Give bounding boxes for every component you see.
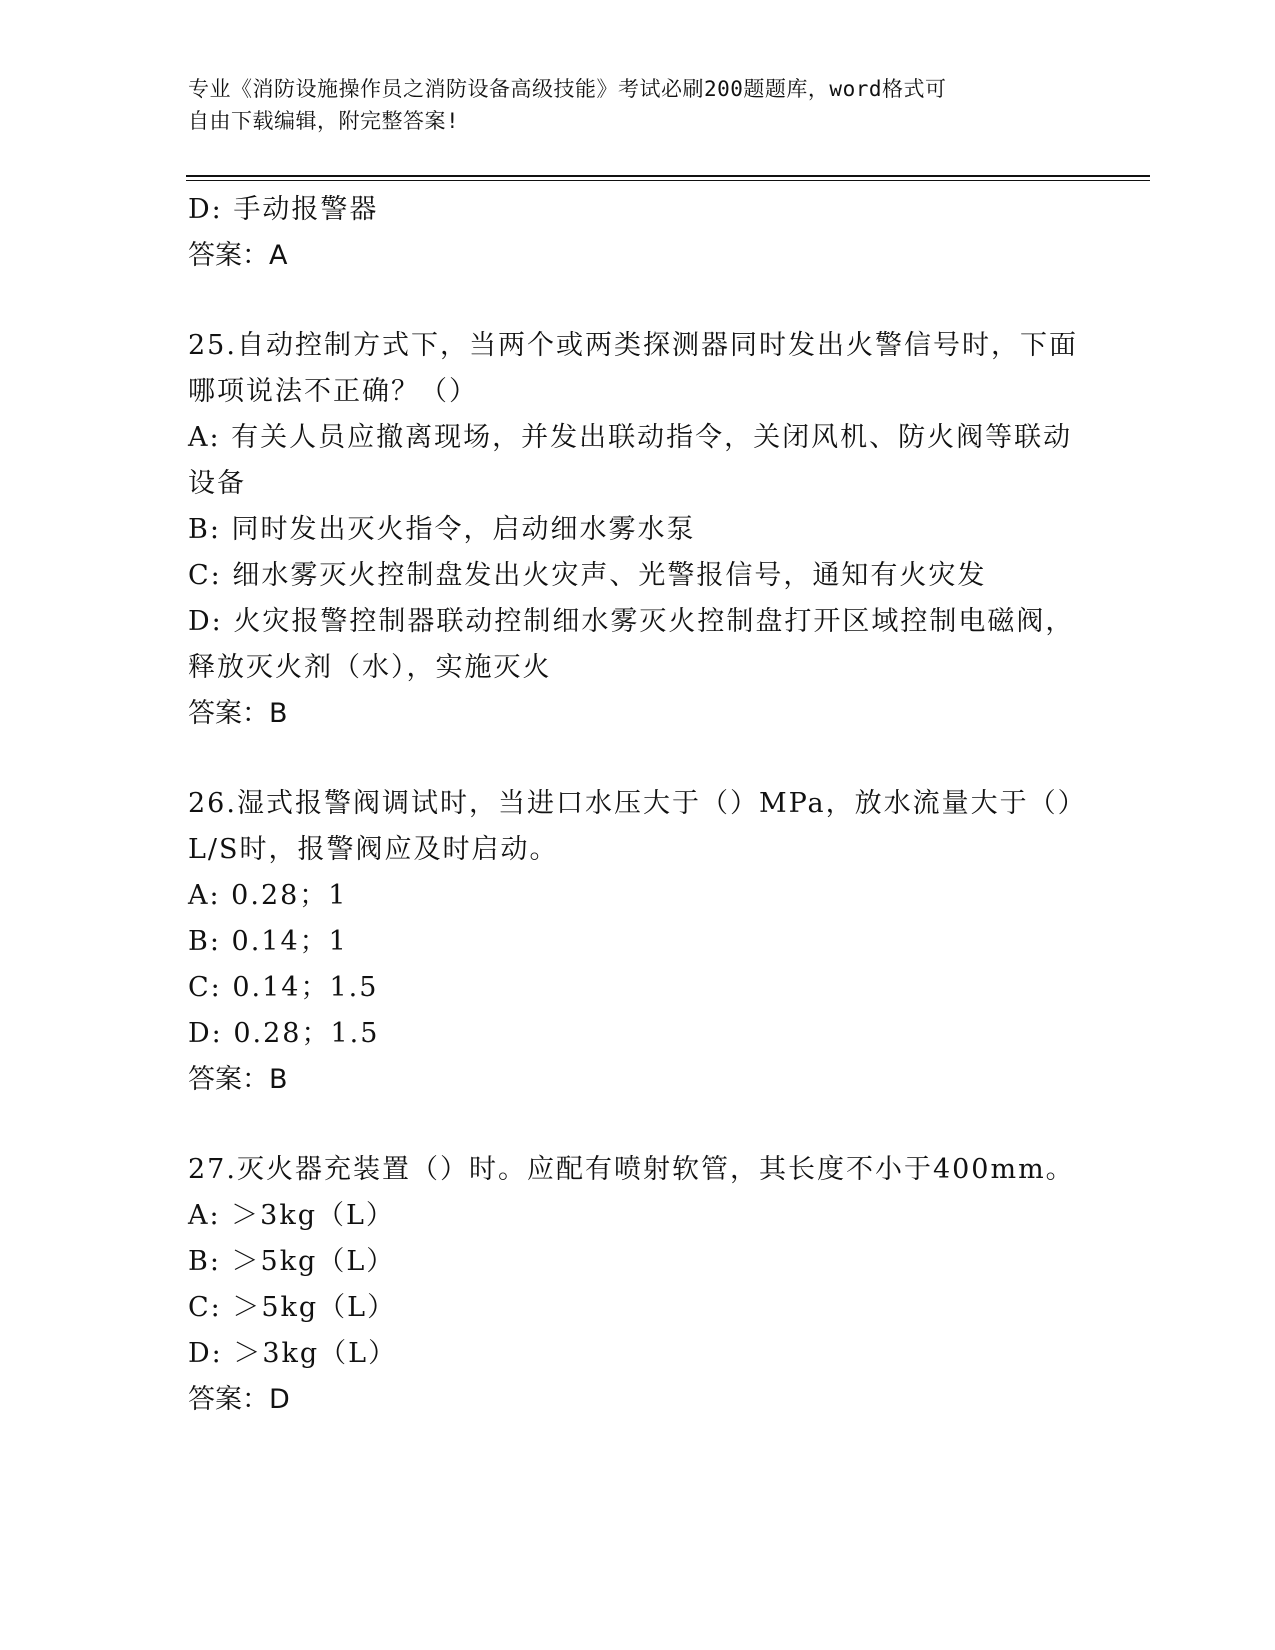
previous-question-tail — [188, 187, 1088, 279]
header-line-1: 专业《消防设施操作员之消防设备高级技能》考试必刷200题题库，word格式可 — [188, 77, 947, 101]
header-rule-thin — [186, 180, 1150, 181]
option-c: C: ＞5kg（L） — [188, 1292, 397, 1323]
document-header — [188, 73, 1088, 137]
answer-line: 答案：D — [188, 1384, 290, 1415]
option-b: B: 0.14；1 — [188, 926, 348, 957]
option-d: D: 火灾报警控制器联动控制细水雾灭火控制盘打开区域控制电磁阀， — [188, 606, 1075, 637]
spacer — [188, 279, 1088, 323]
option-d-continued: 释放灭火剂（水），实施灭火 — [188, 652, 552, 683]
question-26 — [188, 781, 1088, 1103]
header-rule-thick — [186, 175, 1150, 177]
option-a: A: ＞3kg（L） — [188, 1200, 395, 1231]
question-stem: 26.湿式报警阀调试时，当进口水压大于（）MPa，放水流量大于（） — [188, 788, 1087, 819]
question-27 — [188, 1147, 1088, 1423]
question-stem: 25.自动控制方式下，当两个或两类探测器同时发出火警信号时，下面 — [188, 330, 1078, 361]
option-d: D: ＞3kg（L） — [188, 1338, 398, 1369]
option-c: C: 细水雾灭火控制盘发出火灾声、光警报信号，通知有火灾发 — [188, 560, 987, 591]
question-stem-continued: 哪项说法不正确？（） — [188, 376, 478, 407]
option-b: B: 同时发出灭火指令，启动细水雾水泵 — [188, 514, 696, 545]
spacer — [188, 1103, 1088, 1147]
header-line-2: 自由下载编辑，附完整答案! — [188, 109, 460, 133]
answer-line: 答案：B — [188, 698, 288, 729]
option-c: C: 0.14；1.5 — [188, 972, 379, 1003]
question-stem: 27.灭火器充装置（）时。应配有喷射软管，其长度不小于400mm。 — [188, 1154, 1075, 1185]
answer-line: 答案：B — [188, 1064, 288, 1095]
answer-line: 答案：A — [188, 240, 288, 271]
option-b: B: ＞5kg（L） — [188, 1246, 396, 1277]
option-a: A: 0.28；1 — [188, 880, 348, 911]
option-a: A: 有关人员应撤离现场，并发出联动指令，关闭风机、防火阀等联动 — [188, 422, 1073, 453]
question-25 — [188, 323, 1088, 737]
option-a-continued: 设备 — [188, 468, 246, 499]
option-d: D: 0.28；1.5 — [188, 1018, 380, 1049]
option-d: D: 手动报警器 — [188, 194, 379, 225]
document-body — [188, 187, 1088, 1423]
spacer — [188, 737, 1088, 781]
question-stem-continued: L/S时，报警阀应及时启动。 — [188, 834, 559, 865]
